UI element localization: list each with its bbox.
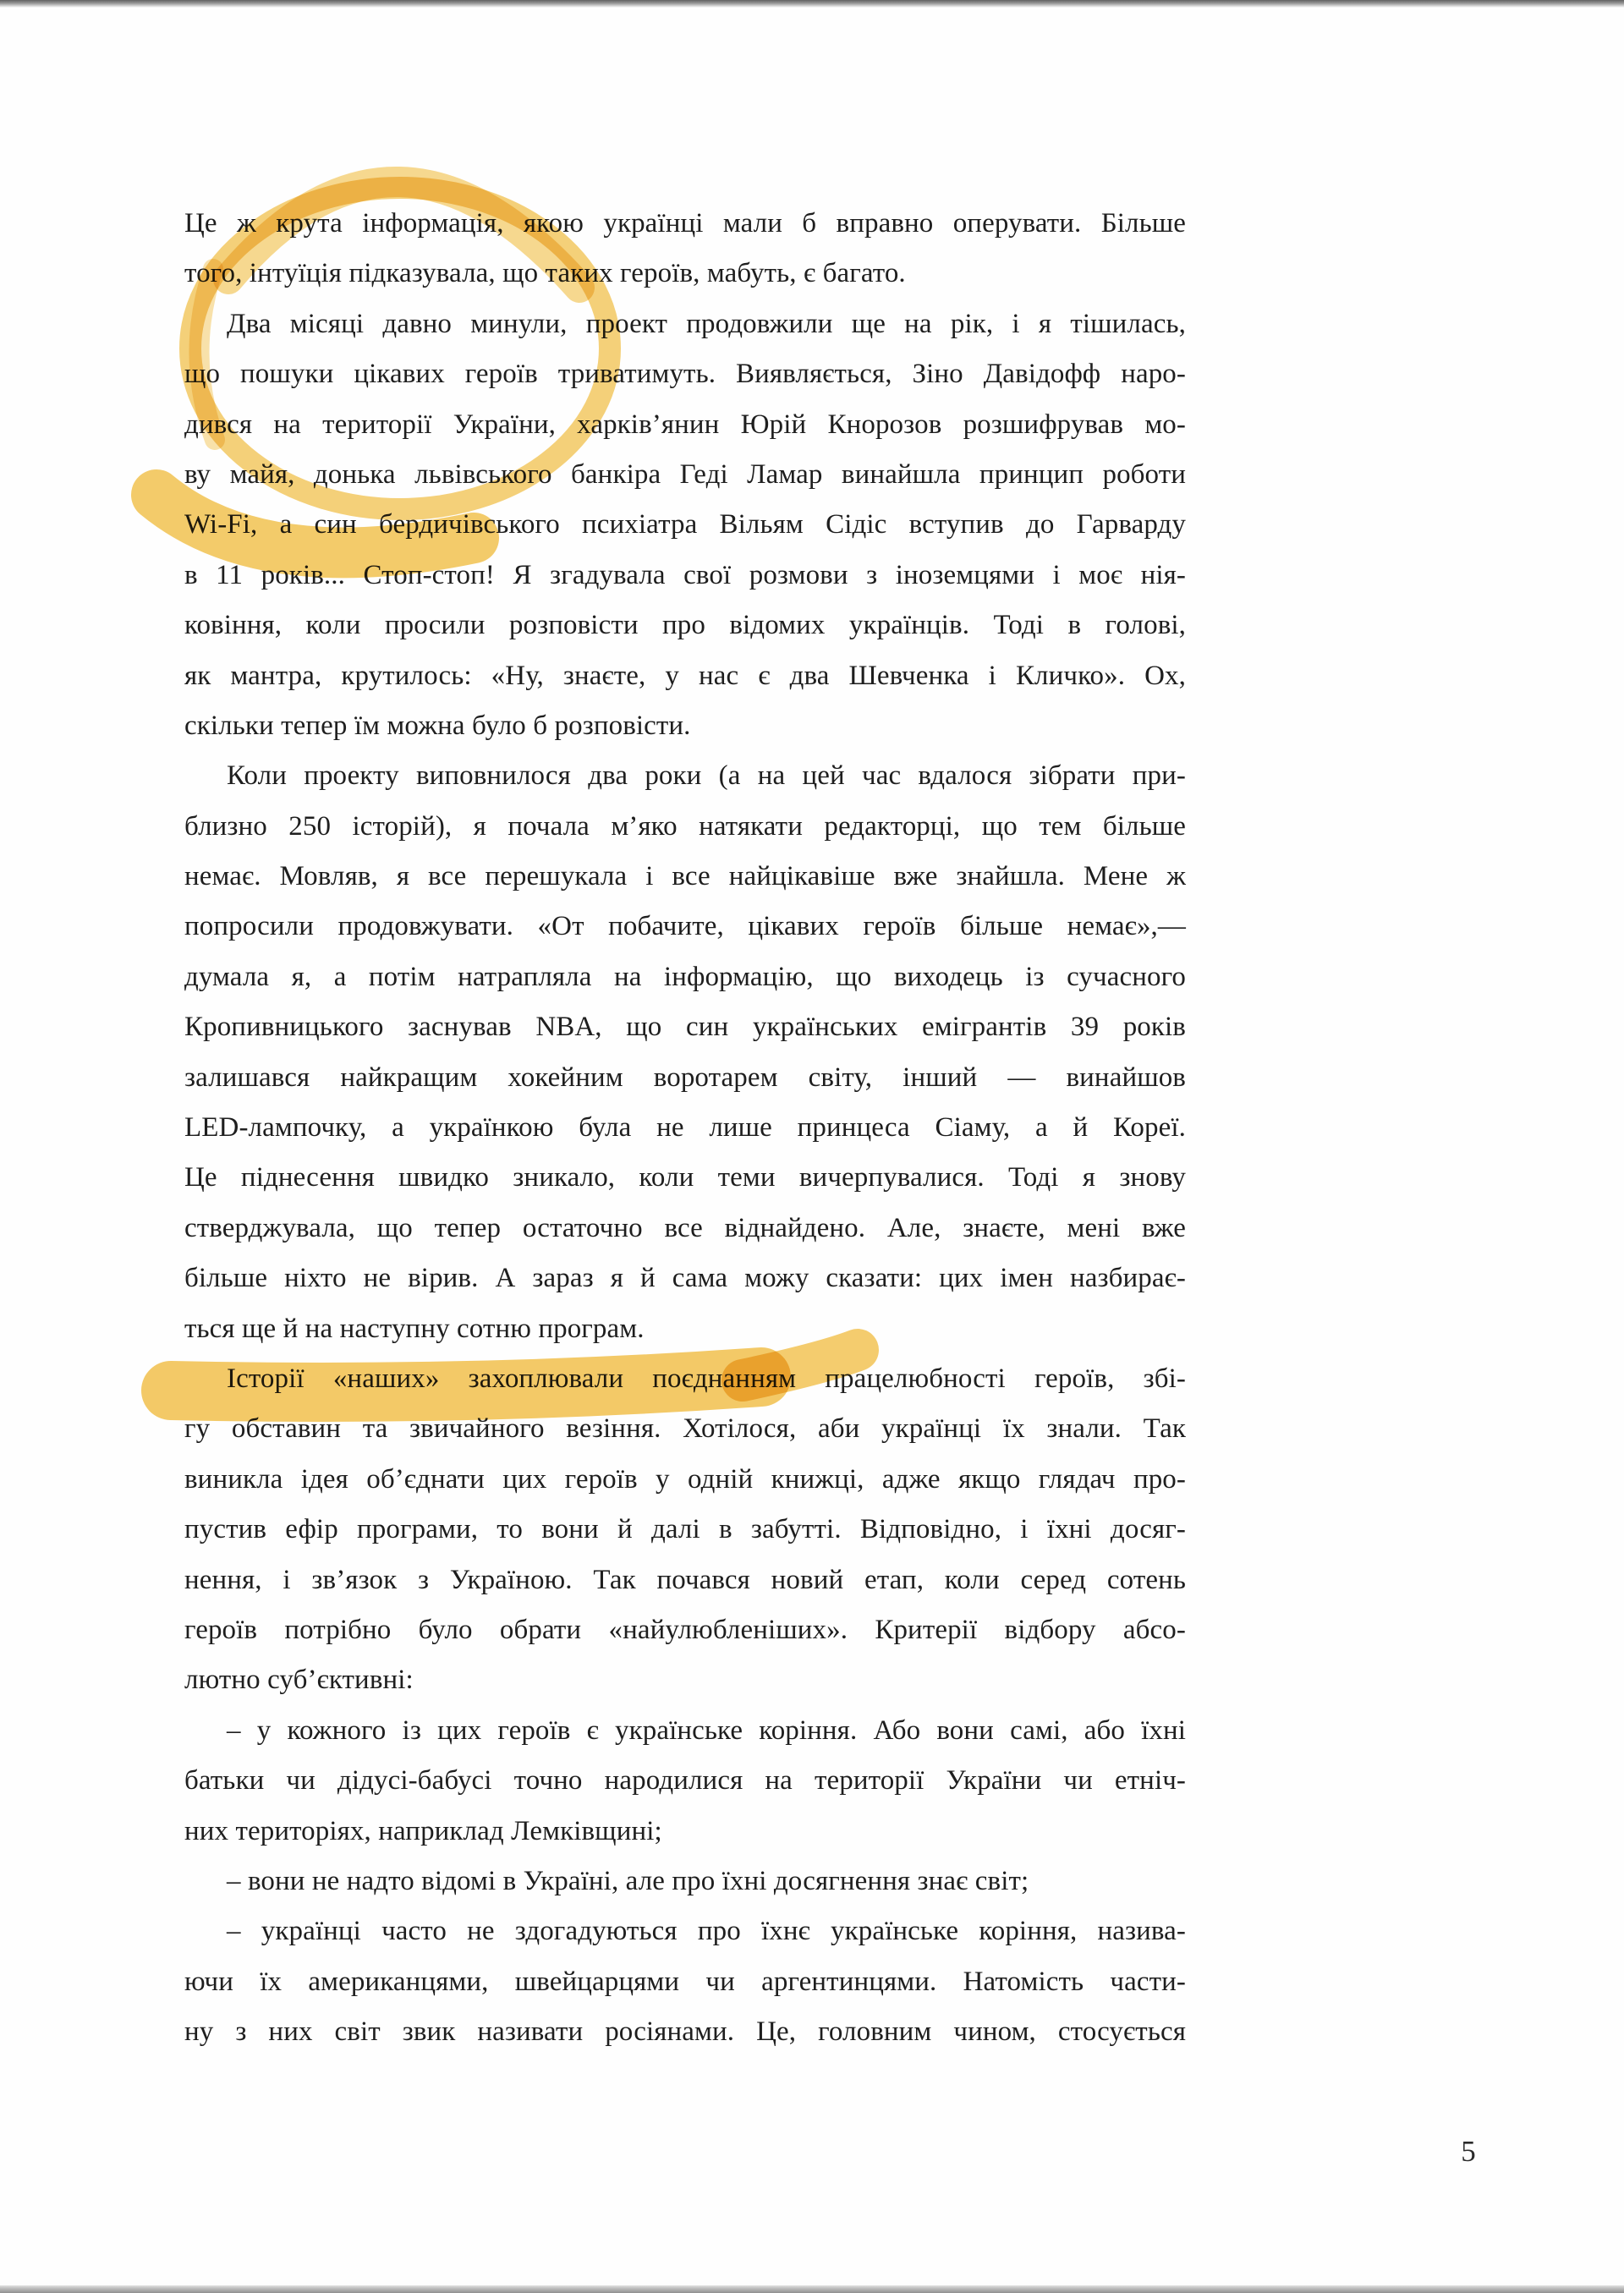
text-line: Історії «наших» захоплювали поєднанням працелюбності героїв, збі- [227,1363,1186,1394]
text-line: ковіння, коли просили розповісти про відомих українців. Тоді в голові, [184,610,1186,641]
text-line: лютно суб’єктивні: [184,1665,414,1696]
text-line: попросили продовжувати. «От побачите, цікавих героїв більше немає»,— [184,911,1186,942]
text-line: дився на території України, харків’янин Юрій Кнорозов розшифрував мо- [184,409,1186,440]
text-line: пустив ефір програми, то вони й далі в забутті. Відповідно, і їхні досяг- [184,1514,1186,1545]
text-line: LED-лампочку, а українкою була не лише принцеса Сіаму, а й Кореї. [184,1112,1186,1144]
text-line: стверджувала, що тепер остаточно все віднайдено. Але, знаєте, мені вже [184,1212,1186,1243]
text-line: гу обставин та звичайного везіння. Хотілося, аби українці їх знали. Так [184,1413,1186,1445]
text-line: ву майя, донька львівського банкіра Геді Ламар винайшла принцип роботи [184,458,1186,490]
text-line: нення, і зв’язок з Україною. Так почався новий етап, коли серед сотень [184,1564,1186,1595]
text-line: думала я, а потім натрапляла на інформацію, що виходець із сучасного [184,961,1186,992]
text-line: що пошуки цікавих героїв триватимуть. Виявляється, Зіно Давідофф наро- [184,359,1186,390]
text-line: залишався найкращим хокейним воротарем світу, інший — винайшов [184,1061,1186,1093]
page-number: 5 [1461,2135,1476,2168]
text-line: немає. Мовляв, я все перешукала і все найцікавіше вже знайшла. Мене ж [184,861,1186,892]
text-line: – у кожного із цих героїв є українське коріння. Або вони самі, або їхні [227,1714,1186,1746]
text-line: батьки чи дідусі-бабусі точно народилися на території України чи етніч- [184,1765,1186,1797]
text-line: них територіях, наприклад Лемківщині; [184,1815,662,1846]
text-line: того, інтуїція підказувала, що таких героїв, мабуть, є багато. [184,258,906,289]
text-line: ться ще й на наступну сотню програм. [184,1313,645,1344]
scan-bottom-edge [0,2285,1624,2293]
text-column [184,199,1186,2057]
text-line: – українці часто не здогадуються про їхнє українське коріння, назива- [227,1916,1186,1947]
text-line: героїв потрібно було обрати «найулюбленіших». Критерії відбору абсо- [184,1614,1186,1645]
text-line: Це піднесення швидко зникало, коли теми вичерпувалися. Тоді я знову [184,1162,1186,1193]
text-line: в 11 років... Стоп-стоп! Я згадувала свої розмови з іноземцями і моє нія- [184,559,1186,590]
text-line: ну з них світ звик називати росіянами. Це, головним чином, стосується [184,2016,1186,2048]
scan-top-edge [0,0,1624,8]
text-line: більше ніхто не вірив. А зараз я й сама можу сказати: цих імен назбирає- [184,1263,1186,1294]
text-line: Це ж крута інформація, якою українці мали б вправно оперувати. Більше [184,208,1186,239]
text-line: як мантра, крутилось: «Ну, знаєте, у нас є два Шевченка і Кличко». Ох, [184,660,1186,691]
text-line: скільки тепер їм можна було б розповісти. [184,710,691,741]
text-line: – вони не надто відомі в Україні, але про їхні досягнення знає світ; [227,1865,1029,1896]
text-line: Два місяці давно минули, проект продовжили ще на рік, і я тішилась, [227,308,1186,339]
text-line: Wi-Fi, а син бердичівського психіатра Вільям Сідіс вступив до Гарварду [184,509,1186,540]
text-line: близно 250 історій), я почала м’яко натякати редакторці, що тем більше [184,810,1186,842]
text-line: виникла ідея об’єднати цих героїв у одній книжці, адже якщо глядач про- [184,1463,1186,1495]
text-line: ючи їх американцями, швейцарцями чи аргентинцями. Натомість части- [184,1966,1186,1997]
text-line: Коли проекту виповнилося два роки (а на цей час вдалося зібрати при- [227,760,1186,792]
text-line: Кропивницького заснував NBA, що син українських емігрантів 39 років [184,1012,1186,1043]
